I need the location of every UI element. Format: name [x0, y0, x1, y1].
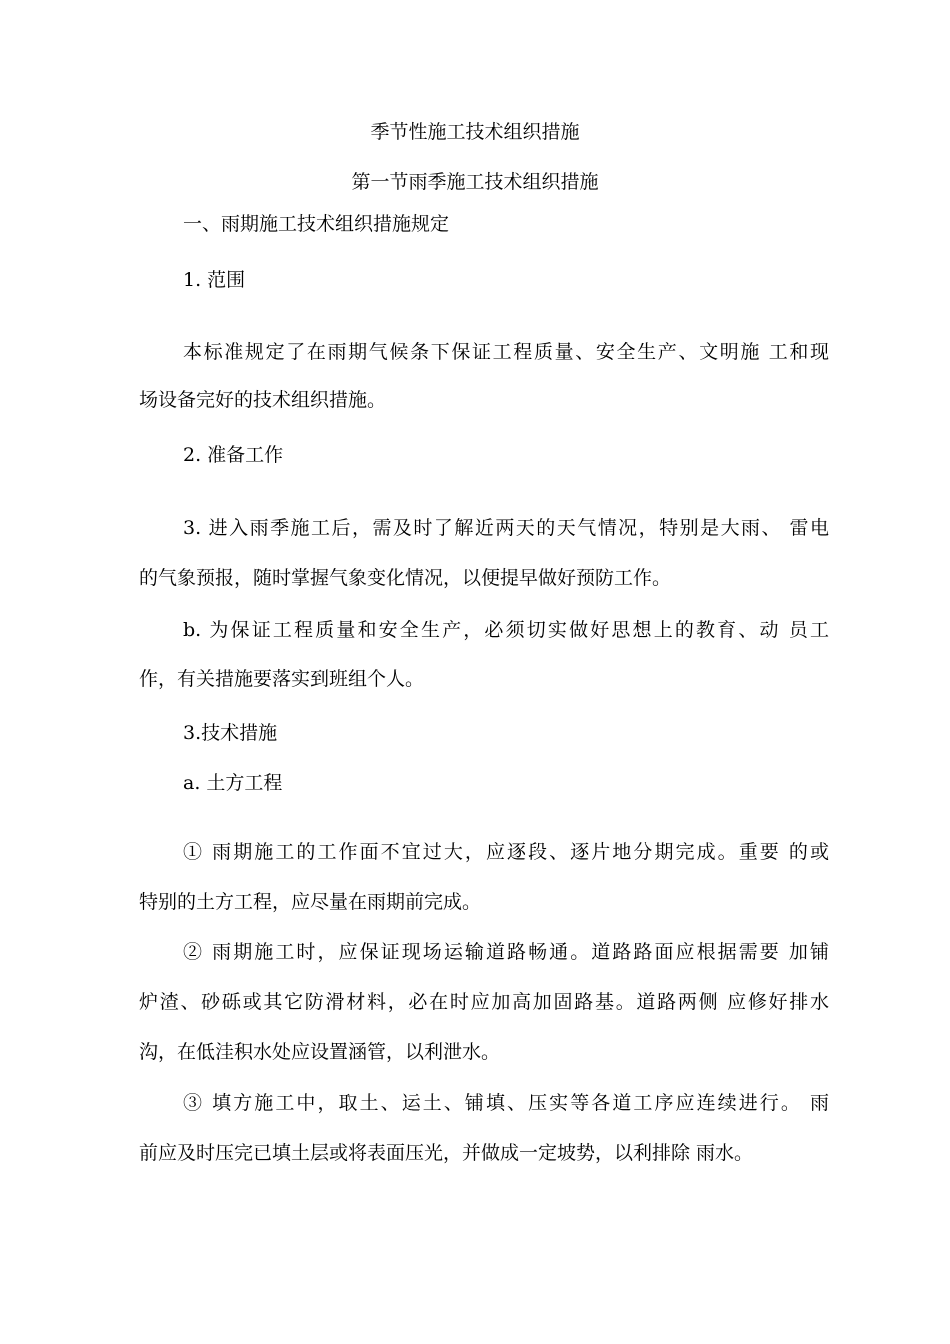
- preparation-item-a-line-2: 的气象预报，随时掌握气象变化情况，以便提早做好预防工作。: [139, 567, 672, 589]
- technical-heading: 3.技术措施: [183, 722, 278, 744]
- earthwork-point-2-line-3: 沟，在低洼积水处应设置涵管，以利泄水。: [139, 1041, 501, 1063]
- preparation-item-b-line-1: b. 为保证工程质量和安全生产，必须切实做好思想上的教育、动 员工: [183, 619, 829, 641]
- scope-text-line-2: 场设备完好的技术组织措施。: [139, 389, 387, 411]
- earthwork-point-3-line-1: ③ 填方施工中，取土、运土、铺填、压实等各道工序应连续进行。 雨: [183, 1092, 829, 1114]
- earthwork-point-1-line-2: 特别的土方工程，应尽量在雨期前完成。: [139, 891, 482, 913]
- preparation-item-a-line-1: 3. 进入雨季施工后，需及时了解近两天的天气情况，特别是大雨、 雷电: [183, 517, 829, 539]
- scope-text-line-1: 本标准规定了在雨期气候条下保证工程质量、安全生产、文明施 工和现: [183, 341, 829, 363]
- earthwork-point-1-line-1: ① 雨期施工的工作面不宜过大，应逐段、逐片地分期完成。重要 的或: [183, 841, 829, 863]
- earthwork-point-2-line-1: ② 雨期施工时，应保证现场运输道路畅通。道路路面应根据需要 加铺: [183, 941, 829, 963]
- preparation-heading: 2. 准备工作: [183, 444, 284, 466]
- earthwork-point-3-line-2: 前应及时压完已填土层或将表面压光，并做成一定坡势，以利排除 雨水。: [139, 1142, 754, 1164]
- document-subtitle: 第一节雨季施工技术组织措施: [351, 171, 599, 193]
- section-heading: 一、雨期施工技术组织措施规定: [183, 213, 450, 235]
- earthwork-point-2-line-2: 炉渣、砂砾或其它防滑材料，必在时应加高加固路基。道路两侧 应修好排水: [139, 991, 829, 1013]
- earthwork-heading: a. 土方工程: [183, 772, 283, 794]
- preparation-item-b-line-2: 作，有关措施要落实到班组个人。: [139, 668, 425, 690]
- scope-heading: 1. 范围: [183, 269, 246, 291]
- document-title: 季节性施工技术组织措施: [370, 121, 580, 143]
